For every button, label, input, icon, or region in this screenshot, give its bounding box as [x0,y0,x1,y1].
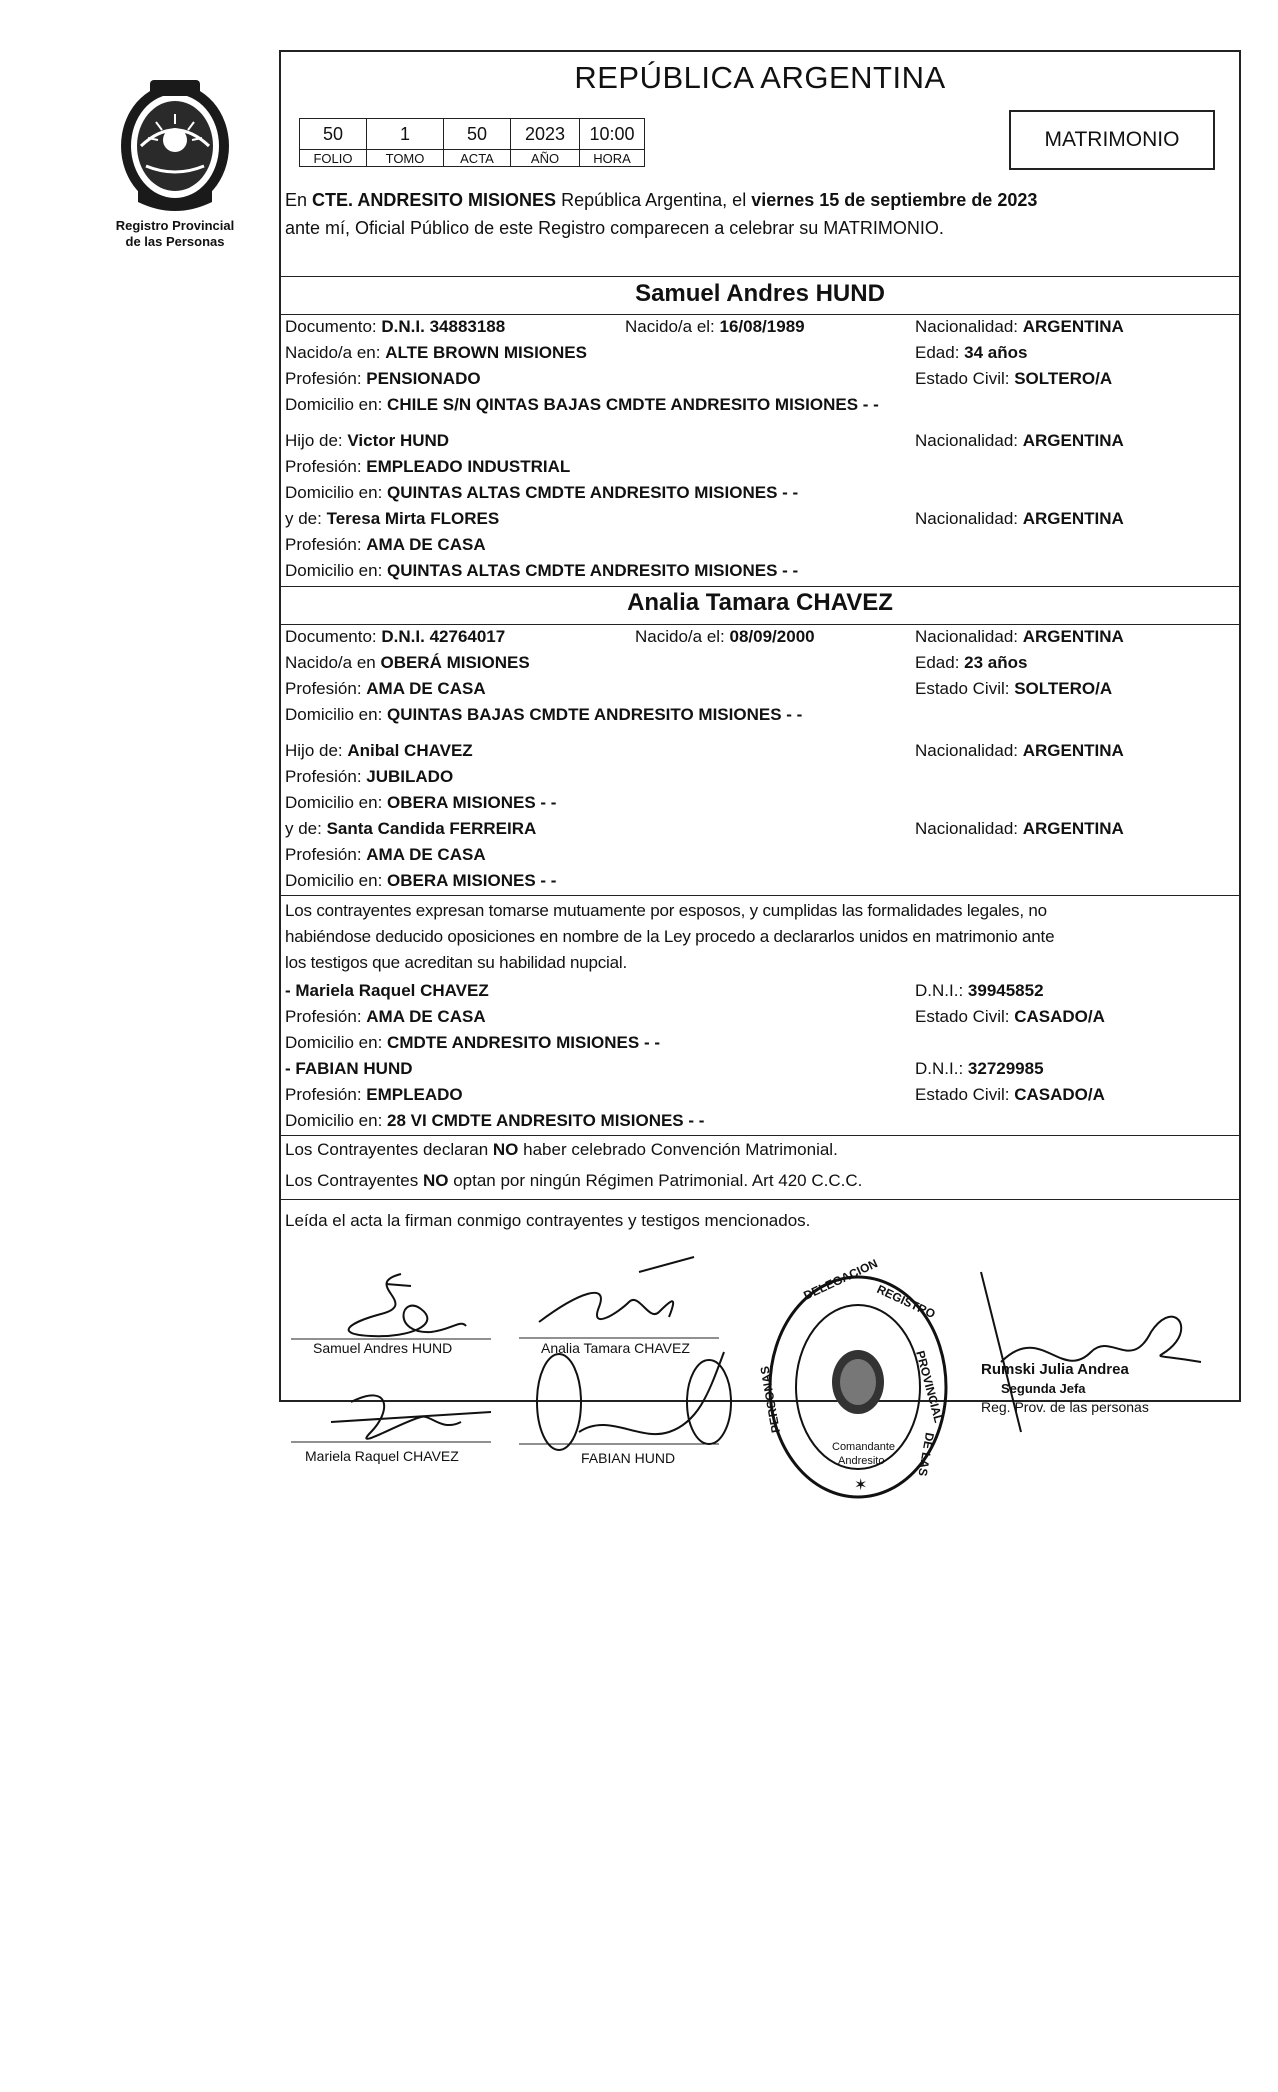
label: Profesión: [285,767,362,786]
acta-label: ACTA [444,150,511,167]
spouse1-mother-addr [285,558,1231,584]
spouse1-father [285,428,1231,454]
spouse2-profession: AMA DE CASA [366,679,486,698]
svg-text:PERSONAS: PERSONAS [757,1365,783,1434]
witness1-prof-row [285,1004,1231,1030]
signatures-area [281,1252,1239,1512]
official-office: Reg. Prov. de las personas [981,1399,1149,1415]
label: Estado Civil: [915,1007,1010,1026]
spouse2-father-address: OBERA MISIONES - - [387,793,557,812]
intro-date: viernes 15 de septiembre de 2023 [751,190,1038,210]
time-label: HORA [580,150,645,167]
witness1-profession: AMA DE CASA [366,1007,486,1026]
registry-logo [100,74,250,250]
label: Profesión: [285,845,362,864]
spouse1-father-nationality: ARGENTINA [1022,431,1124,450]
label: Domicilio en: [285,483,383,502]
spouse2-father-name: Anibal CHAVEZ [347,741,473,760]
svg-text:✶: ✶ [854,1477,868,1494]
registry-name-line2: de las Personas [125,234,225,249]
witness2-dni: 32729985 [967,1059,1044,1078]
label: Nacionalidad: [915,509,1019,528]
spouse1-row-addr [285,392,1231,418]
spouse1-name: Samuel Andres HUND [635,280,885,307]
province-coat-of-arms-icon [116,74,234,214]
spouse1-birthplace: ALTE BROWN MISIONES [385,343,587,362]
declaration-line: habiéndose deducido oposiciones en nombre de la Ley procedo a declararlos unidos en matrimonio ante [285,927,1055,946]
spouse2-civil-status: SOLTERO/A [1014,679,1113,698]
witness1-dni: 39945852 [967,981,1044,1000]
spouse2-address: QUINTAS BAJAS CMDTE ANDRESITO MISIONES - - [387,705,803,724]
label: Profesión: [285,1085,362,1104]
note-text: haber celebrado Convención Matrimonial. [518,1140,838,1159]
spouse1-row-birthplace [285,340,1231,366]
spouse2-row-doc [285,624,1231,650]
spouse2-name: Analia Tamara CHAVEZ [627,589,893,616]
spouse1-father-address: QUINTAS ALTAS CMDTE ANDRESITO MISIONES - - [387,483,799,502]
declaration-line: Los contrayentes expresan tomarse mutuamente por esposos, y cumplidas las formalidades legales, no [285,901,1047,920]
label: Profesión: [285,535,362,554]
spouse2-father-profession: JUBILADO [366,767,454,786]
spouse2-row-addr [285,702,1231,728]
note-text: optan por ningún Régimen Patrimonial. Art 420 C.C.C. [448,1171,863,1190]
label: D.N.I.: [915,1059,964,1078]
label: Profesión: [285,679,362,698]
spouse1-row-prof [285,366,1231,392]
spouse2-row-birthplace [285,650,1231,676]
label: Estado Civil: [915,679,1010,698]
spouse2-birthplace: OBERÁ MISIONES [380,653,530,672]
witness1-addr-row [285,1030,1231,1056]
label: Estado Civil: [915,369,1010,388]
label: Hijo de: [285,431,343,450]
registry-seal-icon [757,1256,951,1502]
divider [281,895,1239,896]
note-regime [285,1168,1231,1194]
label: Profesión: [285,1007,362,1026]
register-grid [299,118,645,167]
label: Documento: [285,627,377,646]
official-name: Rumski Julia Andrea [981,1361,1129,1378]
spouse1-mother-profession: AMA DE CASA [366,535,486,554]
label: Edad: [915,653,960,672]
svg-text:DELEGACION: DELEGACION [801,1256,880,1303]
spouse1-document: D.N.I. 34883188 [381,317,506,336]
witness1-name-row [285,978,1231,1004]
official-stamp-text [981,1360,1149,1417]
label: Nacido/a el: [635,627,725,646]
spouse1-mother-nationality: ARGENTINA [1022,509,1124,528]
label: Nacionalidad: [915,627,1019,646]
witness1-civil-status: CASADO/A [1014,1007,1105,1026]
spouse2-row-prof [285,676,1231,702]
label: Documento: [285,317,377,336]
spouse1-mother [285,506,1231,532]
official-role: Segunda Jefa [1001,1381,1086,1396]
witness2-address: 28 VI CMDTE ANDRESITO MISIONES - - [387,1111,705,1130]
tomo-label: TOMO [367,150,444,167]
spouse2-birthdate: 08/09/2000 [729,627,815,646]
folio-label: FOLIO [300,150,367,167]
note-text: Los Contrayentes declaran [285,1140,493,1159]
spouse1-father-addr [285,480,1231,506]
label: y de: [285,819,322,838]
spouse2-father-addr [285,790,1231,816]
divider [281,276,1239,277]
svg-text:REGISTRO: REGISTRO [874,1282,938,1322]
svg-text:PROVINCIAL: PROVINCIAL [913,1349,946,1425]
label: D.N.I.: [915,981,964,1000]
witness2-profession: EMPLEADO [366,1085,463,1104]
spouse2-nationality: ARGENTINA [1022,627,1124,646]
intro-line2: ante mí, Oficial Público de este Registro comparecen a celebrar su MATRIMONIO. [285,218,944,238]
label: y de: [285,509,322,528]
witness2-name-row [285,1056,1231,1082]
spouse2-document: D.N.I. 42764017 [381,627,506,646]
label: Profesión: [285,457,362,476]
intro-paragraph [285,186,1235,242]
label: Nacido/a en [285,653,376,672]
spouse2-age: 23 años [964,653,1028,672]
marriage-certificate [279,50,1241,1494]
signature-caption-3: Mariela Raquel CHAVEZ [305,1448,459,1464]
witness2-name: - FABIAN HUND [285,1059,413,1078]
label: Domicilio en: [285,871,383,890]
signature-caption-2: Analia Tamara CHAVEZ [541,1340,690,1356]
registry-name-line1: Registro Provincial [115,218,235,233]
document-title: REPÚBLICA ARGENTINA [574,60,946,95]
witness1-name: - Mariela Raquel CHAVEZ [285,981,489,1000]
spouse2-mother-prof [285,842,1231,868]
label: Domicilio en: [285,561,383,580]
acta-value: 50 [444,119,511,150]
divider [281,1199,1239,1200]
svg-text:Comandante: Comandante [832,1441,895,1453]
label: Domicilio en: [285,1033,383,1052]
closing-statement: Leída el acta la firman conmigo contrayentes y testigos mencionados. [285,1211,811,1230]
spouse1-address: CHILE S/N QINTAS BAJAS CMDTE ANDRESITO MISIONES - - [387,395,879,414]
signature-scribble-3 [291,1362,491,1462]
label: Domicilio en: [285,705,383,724]
divider [281,586,1239,587]
spouse1-father-prof [285,454,1231,480]
spouse1-row-doc [285,314,1231,340]
svg-text:DE LAS: DE LAS [915,1431,937,1478]
spouse1-father-profession: EMPLEADO INDUSTRIAL [366,457,571,476]
spouse2-father-prof [285,764,1231,790]
note-emphasis: NO [492,1140,519,1159]
spouse1-mother-prof [285,532,1231,558]
intro-text-2: República Argentina, el [556,190,752,210]
label: Estado Civil: [915,1085,1010,1104]
note-convention [285,1137,1231,1163]
label: Profesión: [285,369,362,388]
spouse1-profession: PENSIONADO [366,369,481,388]
registry-name [100,218,250,250]
witness2-prof-row [285,1082,1231,1108]
intro-text: En [285,190,313,210]
label: Domicilio en: [285,395,383,414]
tomo-value: 1 [367,119,444,150]
note-emphasis: NO [422,1171,449,1190]
time-value: 10:00 [580,119,645,150]
spouse2-mother-address: OBERA MISIONES - - [387,871,557,890]
label: Nacionalidad: [915,431,1019,450]
declaration-paragraph [285,898,1237,976]
divider [281,1135,1239,1136]
note-text: Los Contrayentes [285,1171,423,1190]
act-type-box: MATRIMONIO [1009,110,1215,170]
label: Nacido/a en: [285,343,381,362]
svg-text:Andresito: Andresito [838,1455,885,1467]
spouse1-father-name: Victor HUND [347,431,450,450]
spouse1-mother-name: Teresa Mirta FLORES [326,509,500,528]
spouse2-father-nationality: ARGENTINA [1022,741,1124,760]
spouse2-mother-nationality: ARGENTINA [1022,819,1124,838]
label: Hijo de: [285,741,343,760]
spouse2-mother-name: Santa Candida FERREIRA [326,819,537,838]
spouse2-mother-profession: AMA DE CASA [366,845,486,864]
year-value: 2023 [511,119,580,150]
label: Nacionalidad: [915,317,1019,336]
spouse2-mother-addr [285,868,1231,894]
witness2-addr-row [285,1108,1231,1134]
spouse1-nationality: ARGENTINA [1022,317,1124,336]
spouse1-age: 34 años [964,343,1028,362]
folio-value: 50 [300,119,367,150]
signature-scribble-4 [519,1332,749,1462]
intro-place: CTE. ANDRESITO MISIONES [312,190,557,210]
spouse1-birthdate: 16/08/1989 [719,317,805,336]
witness1-address: CMDTE ANDRESITO MISIONES - - [387,1033,661,1052]
witness2-civil-status: CASADO/A [1014,1085,1105,1104]
label: Domicilio en: [285,793,383,812]
signature-caption-1: Samuel Andres HUND [313,1340,453,1356]
spouse2-mother [285,816,1231,842]
declaration-line: los testigos que acreditan su habilidad nupcial. [285,953,627,972]
label: Edad: [915,343,960,362]
year-label: AÑO [511,150,580,167]
spouse1-mother-address: QUINTAS ALTAS CMDTE ANDRESITO MISIONES - - [387,561,799,580]
label: Nacionalidad: [915,819,1019,838]
label: Domicilio en: [285,1111,383,1130]
label: Nacionalidad: [915,741,1019,760]
spouse2-father [285,738,1231,764]
signature-caption-4: FABIAN HUND [581,1450,676,1466]
spouse1-civil-status: SOLTERO/A [1014,369,1113,388]
label: Nacido/a el: [625,317,715,336]
